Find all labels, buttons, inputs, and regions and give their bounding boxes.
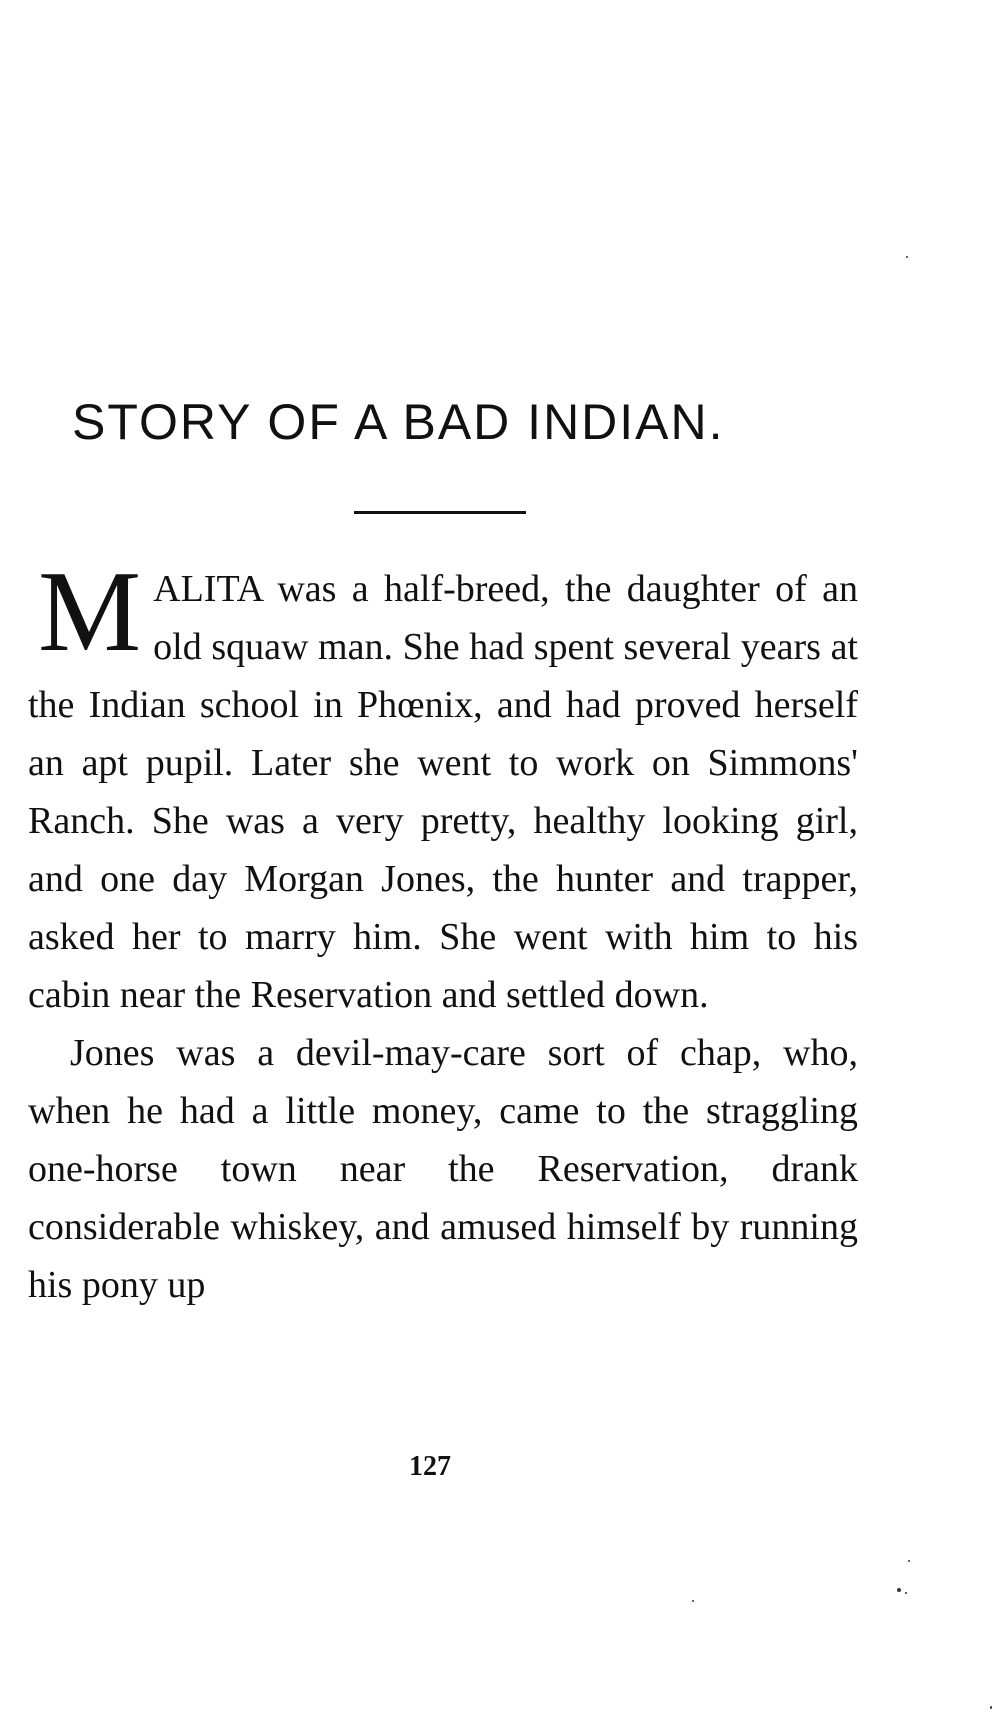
title-divider bbox=[354, 511, 526, 514]
scan-speck bbox=[905, 1592, 907, 1594]
paragraph-2 bbox=[28, 1024, 858, 1314]
drop-cap: M bbox=[38, 548, 142, 676]
chapter-title: STORY OF A BAD INDIAN. bbox=[72, 394, 725, 450]
paragraph-1 bbox=[28, 548, 858, 1024]
paragraph-1-lead: ALITA bbox=[153, 568, 262, 610]
scan-speck bbox=[990, 1706, 992, 1709]
scan-speck bbox=[906, 256, 908, 258]
scan-speck bbox=[692, 1600, 694, 1602]
scan-speck bbox=[908, 1560, 910, 1562]
paragraph-1-text: was a half-breed, the daughter of an old squaw man. She had spent several years at the Indian school in Phœnix, and had proved herself an apt pupil. Later she went to work on Simmons' Ranch. She was a very pretty, healthy looking girl, and one day Morgan Jones, the hunter and trapper, asked her to marry him. She went with him to his cabin near the Reservation and settled down. bbox=[28, 568, 858, 1016]
scan-speck bbox=[897, 1588, 901, 1592]
page-number: 127 bbox=[409, 1451, 451, 1482]
paragraph-2-text: Jones was a devil-may-care sort of chap, who, when he had a little money, came to the straggling one-horse town near the Reservation, drank considerable whiskey, and amused himself by running his pony up bbox=[28, 1032, 858, 1306]
chapter-body bbox=[28, 548, 858, 1314]
